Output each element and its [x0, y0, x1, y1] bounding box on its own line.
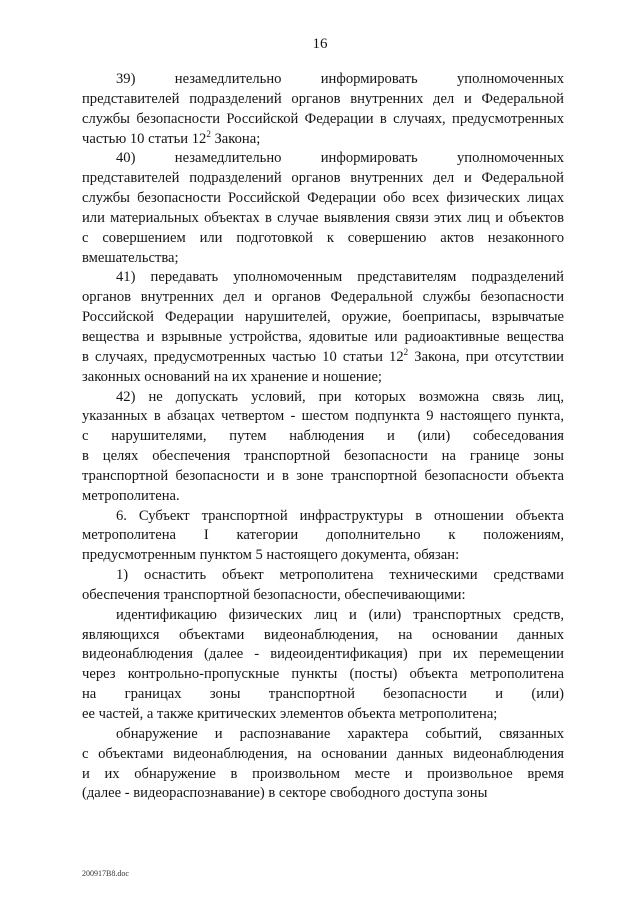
paragraph [82, 725, 564, 804]
text-line: указанных в абзацах четвертом - шестом подпункта 9 настоящего пункта, [82, 408, 564, 425]
text-line: представителей подразделений органов внутренних дел и Федеральной [82, 170, 564, 187]
text-line: законных оснований на их хранение и ношение; [82, 368, 382, 385]
text-line: органов внутренних дел и органов Федеральной службы безопасности [82, 289, 564, 306]
paragraph [82, 507, 564, 567]
text-line: предусмотренным пунктом 5 настоящего документа, обязан: [82, 547, 460, 564]
text-line: службы безопасности Российской Федерации обо всех физических лицах [82, 190, 564, 207]
text-line: являющихся объектами видеонаблюдения, на основании данных [82, 626, 564, 643]
document-body [82, 70, 564, 804]
text-line: представителей подразделений органов внутренних дел и Федеральной [82, 90, 564, 107]
text-line: обеспечения транспортной безопасности, обеспечивающими: [82, 586, 466, 603]
text-line: ее частей, а также критических элементов объекта метрополитена; [82, 706, 498, 722]
text-line: 42) не допускать условий, при которых возможна связь лиц, [116, 388, 564, 405]
text-line: (далее - видеораспознавание) в секторе свободного доступа зоны [82, 785, 488, 802]
text-line: в целях обеспечения транспортной безопасности на границе зоны [82, 448, 564, 465]
text-line: видеонаблюдения (далее - видеоидентификация) при их перемещении [82, 646, 564, 663]
text-line: с нарушителями, путем наблюдения и (или) собеседования [82, 428, 564, 445]
text-line: на границах зоны транспортной безопасности и (или) [82, 686, 564, 703]
text-line: 1) оснастить объект метрополитена техническими средствами [116, 567, 564, 584]
text-line: в случаях, предусмотренных частью 10 статьи $12^2$ Закона, при отсутствии [82, 346, 564, 365]
paragraph [82, 566, 564, 606]
text-line: вещества и взрывные устройства, ядовитые или радиоактивные вещества [82, 328, 564, 345]
paragraph [82, 388, 564, 507]
text-line: или материальных объектах в случае выявления связи этих лиц и объектов [82, 209, 564, 226]
text-line: службы безопасности Российской Федерации в случаях, предусмотренных [82, 110, 564, 127]
text-line: через контрольно-пропускные пункты (посты) объекта метрополитена [82, 666, 564, 683]
footer-filename: 200917B8.doc [82, 869, 129, 878]
text-line: с совершением или подготовкой к совершению актов незаконного [82, 229, 564, 246]
paragraph [82, 149, 564, 268]
page-number: 16 [312, 36, 328, 52]
text-line: и их обнаружение в произвольном месте и произвольное время [82, 765, 564, 782]
text-line: метрополитена I категории дополнительно к положениям, [82, 527, 564, 544]
text-line: частью 10 статьи $12^2$ Закона; [82, 128, 261, 147]
text-line: вмешательства; [82, 249, 179, 266]
text-line: идентификацию физических лиц и (или) транспортных средств, [116, 606, 564, 623]
text-line: 39) незамедлительно информировать уполномоченных [116, 71, 564, 87]
paragraph [82, 70, 564, 149]
paragraph [82, 268, 564, 387]
text-line: с объектами видеонаблюдения, на основании данных видеонаблюдения [82, 745, 564, 762]
text-line: 40) незамедлительно информировать уполномоченных [116, 150, 564, 167]
text-line: Российской Федерации нарушителей, оружие, боеприпасы, взрывчатые [82, 309, 564, 326]
text-line: транспортной безопасности и в зоне транспортной безопасности объекта [82, 467, 564, 484]
text-line: 41) передавать уполномоченным представителям подразделений [116, 269, 564, 286]
text-line: метрополитена. [82, 487, 180, 504]
paragraph [82, 606, 564, 725]
text-line: обнаружение и распознавание характера событий, связанных [116, 725, 564, 742]
text-line: 6. Субъект транспортной инфраструктуры в отношении объекта [116, 507, 564, 524]
